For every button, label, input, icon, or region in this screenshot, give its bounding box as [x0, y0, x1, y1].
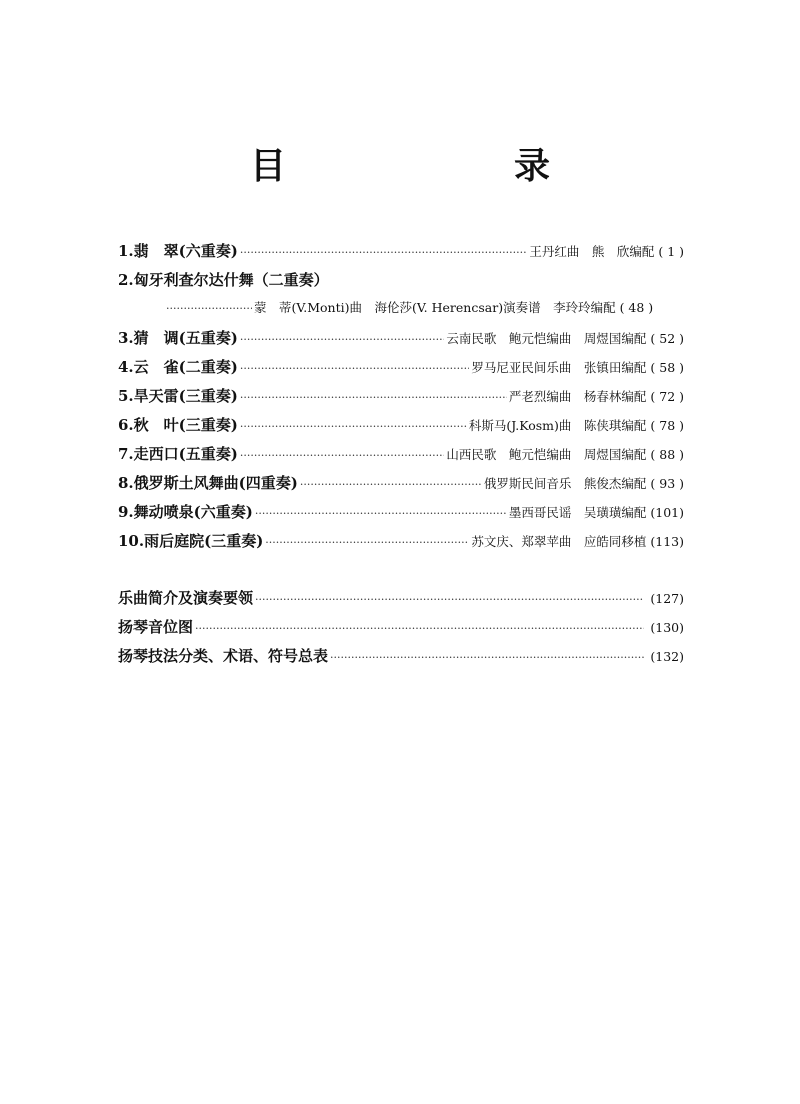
toc-entry[interactable] — [118, 327, 684, 356]
leader-dots — [255, 593, 644, 606]
leader-dots — [300, 478, 482, 491]
entry-title: 扬琴技法分类、术语、符号总表 — [118, 647, 329, 665]
entry-credit: 蒙 蒂(V.Monti)曲 海伦莎(V. Herencsar)演奏谱 李玲玲编配 — [254, 300, 616, 315]
leader-dots — [265, 536, 469, 549]
entry-page: ( 72 ) — [650, 389, 684, 404]
entry-title: 8.俄罗斯土风舞曲(四重奏) — [118, 474, 298, 492]
entry-credit: 严老烈编曲 杨春林编配 — [508, 389, 647, 404]
entry-credit: 墨西哥民谣 吴璜璜编配 — [508, 505, 647, 520]
entry-title: 5.旱天雷(三重奏) — [118, 387, 238, 405]
table-of-contents — [118, 240, 684, 674]
toc-entry[interactable] — [118, 385, 684, 414]
entry-page: ( 52 ) — [650, 331, 684, 346]
page-title: 目 录 — [249, 145, 646, 187]
entry-credit: 云南民歌 鲍元恺编曲 周煜国编配 — [446, 331, 647, 346]
toc-entry[interactable] — [118, 501, 684, 530]
entry-page: ( 93 ) — [650, 476, 684, 491]
entry-credit: 苏文庆、郑翠苹曲 应皓同移植 — [471, 534, 647, 549]
entry-title: 6.秋 叶(三重奏) — [118, 416, 238, 434]
entry-title: 1.翡 翠(六重奏) — [118, 242, 238, 260]
entry-title: 10.雨后庭院(三重奏) — [118, 532, 264, 550]
entry-credit: 王丹红曲 熊 欣编配 — [529, 244, 655, 259]
entry-page: (132) — [650, 649, 684, 664]
leader-dots — [240, 449, 445, 462]
toc-appendix-entry[interactable] — [118, 616, 684, 645]
entry-title: 9.舞动喷泉(六重奏) — [118, 503, 253, 521]
toc-entry[interactable] — [118, 530, 684, 559]
entry-title: 3.猜 调(五重奏) — [118, 329, 238, 347]
leader-dots — [255, 507, 507, 520]
entry-credit: 科斯马(J.Kosm)曲 陈侠琪编配 — [468, 418, 647, 433]
entry-title: 7.走西口(五重奏) — [118, 445, 238, 463]
entry-page: ( 58 ) — [650, 360, 684, 375]
toc-entry[interactable] — [118, 472, 684, 501]
leader-dots — [240, 362, 470, 375]
leader-dots — [240, 420, 467, 433]
entry-credit: 山西民歌 鲍元恺编曲 周煜国编配 — [446, 447, 647, 462]
toc-appendix-entry[interactable] — [118, 645, 684, 674]
toc-entry-continued[interactable] — [118, 298, 684, 327]
toc-entry[interactable] — [118, 356, 684, 385]
toc-entry[interactable] — [118, 240, 684, 269]
entry-page: ( 1 ) — [658, 244, 684, 259]
entry-page: ( 48 ) — [619, 300, 654, 315]
leader-dots — [330, 651, 644, 664]
entry-credit: 俄罗斯民间音乐 熊俊杰编配 — [483, 476, 647, 491]
entry-title: 乐曲简介及演奏要领 — [118, 589, 254, 607]
entry-page: (127) — [650, 591, 684, 606]
entry-page: (101) — [650, 505, 684, 520]
section-gap — [118, 559, 684, 587]
toc-entry[interactable] — [118, 269, 684, 298]
entry-page: ( 88 ) — [650, 447, 684, 462]
leader-dots — [195, 622, 644, 635]
leader-dots — [166, 302, 252, 315]
entry-title: 2.匈牙利查尔达什舞（二重奏） — [118, 271, 329, 289]
entry-page: ( 78 ) — [650, 418, 684, 433]
leader-dots — [240, 391, 507, 404]
toc-appendix-entry[interactable] — [118, 587, 684, 616]
entry-page: (130) — [650, 620, 684, 635]
entry-page: (113) — [650, 534, 684, 549]
toc-entry[interactable] — [118, 414, 684, 443]
leader-dots — [240, 246, 527, 259]
entry-title: 扬琴音位图 — [118, 618, 194, 636]
entry-credit: 罗马尼亚民间乐曲 张镇田编配 — [471, 360, 647, 375]
entry-title: 4.云 雀(二重奏) — [118, 358, 238, 376]
leader-dots — [240, 333, 445, 346]
toc-entry[interactable] — [118, 443, 684, 472]
